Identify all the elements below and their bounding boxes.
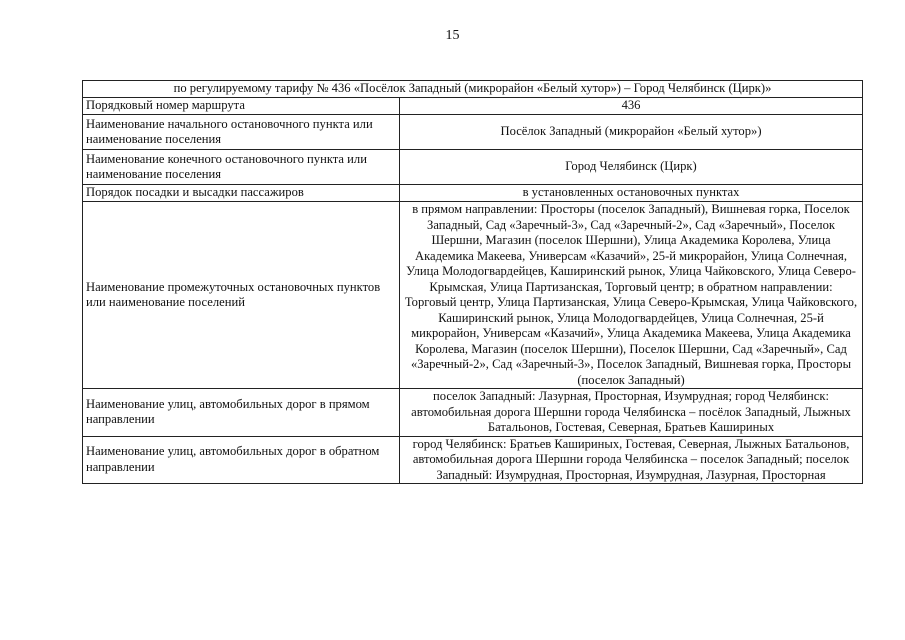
row-label-intermediate-stops: Наименование промежуточных остановочных пунктов или наименование поселений bbox=[83, 202, 400, 389]
table-row-boarding-order bbox=[83, 185, 863, 202]
row-value-intermediate-stops: в прямом направлении: Просторы (поселок Западный), Вишневая горка, Поселок Западный, Сад «Заречный-3», Сад «Заречный-2», Сад «Заречный», Поселок Шершни, Магазин (поселок Шершни), Улица Академика Королева, Улица Академика Макеева, Универсам «Казачий», 25-й микрорайон, Улица Солнечная, Улица Молодогвардейцев, Каширинский рынок, Улица Чайковского, Улица Северо-Крымская, Улица Партизанская, Торговый центр; в обратном направлении: Торговый центр, Улица Партизанская, Улица Северо-Крымская, Улица Чайковского, Каширинский рынок, Улица Молодогвардейцев, Улица Солнечная, 25-й микрорайон, Универсам «Казачий», Улица Академика Макеева, Улица Академика Королева, Магазин (поселок Шершни), Поселок Шершни, Сад «Заречный», Сад «Заречный-2», Сад «Заречный-3», Поселок Западный, Вишневая горка, Просторы (поселок Западный) bbox=[400, 202, 863, 389]
row-value-streets-forward: поселок Западный: Лазурная, Просторная, Изумрудная; город Челябинск: автомобильная дорога Шершни города Челябинска – посёлок Западный, Лыжных Батальонов, Гостевая, Северная, Братьев Кашириных bbox=[400, 389, 863, 437]
row-value-route-number: 436 bbox=[400, 98, 863, 115]
table-row-route-number bbox=[83, 98, 863, 115]
row-label-boarding-order: Порядок посадки и высадки пассажиров bbox=[83, 185, 400, 202]
row-label-start-stop: Наименование начального остановочного пункта или наименование поселения bbox=[83, 115, 400, 150]
table-row-start-stop bbox=[83, 115, 863, 150]
table-row-end-stop bbox=[83, 150, 863, 185]
row-label-streets-backward: Наименование улиц, автомобильных дорог в обратном направлении bbox=[83, 436, 400, 484]
page-number: 15 bbox=[445, 28, 460, 43]
row-label-route-number: Порядковый номер маршрута bbox=[83, 98, 400, 115]
table-row-streets-forward bbox=[83, 389, 863, 437]
row-value-streets-backward: город Челябинск: Братьев Кашириных, Гостевая, Северная, Лыжных Батальонов, автомобильная дорога Шершни города Челябинска – поселок Западный; поселок Западный: Изумрудная, Просторная, Изумрудная, Лазурная, Просторная bbox=[400, 436, 863, 484]
table-title-row bbox=[83, 81, 863, 98]
table-row-intermediate-stops bbox=[83, 202, 863, 389]
row-value-start-stop: Посёлок Западный (микрорайон «Белый хутор») bbox=[400, 115, 863, 150]
row-value-boarding-order: в установленных остановочных пунктах bbox=[400, 185, 863, 202]
row-label-end-stop: Наименование конечного остановочного пункта или наименование поселения bbox=[83, 150, 400, 185]
row-label-streets-forward: Наименование улиц, автомобильных дорог в прямом направлении bbox=[83, 389, 400, 437]
table-title: по регулируемому тарифу № 436 «Посёлок Западный (микрорайон «Белый хутор») – Город Челябинск (Цирк)» bbox=[83, 81, 863, 98]
route-info-table bbox=[82, 80, 863, 484]
row-value-end-stop: Город Челябинск (Цирк) bbox=[400, 150, 863, 185]
table-row-streets-backward bbox=[83, 436, 863, 484]
